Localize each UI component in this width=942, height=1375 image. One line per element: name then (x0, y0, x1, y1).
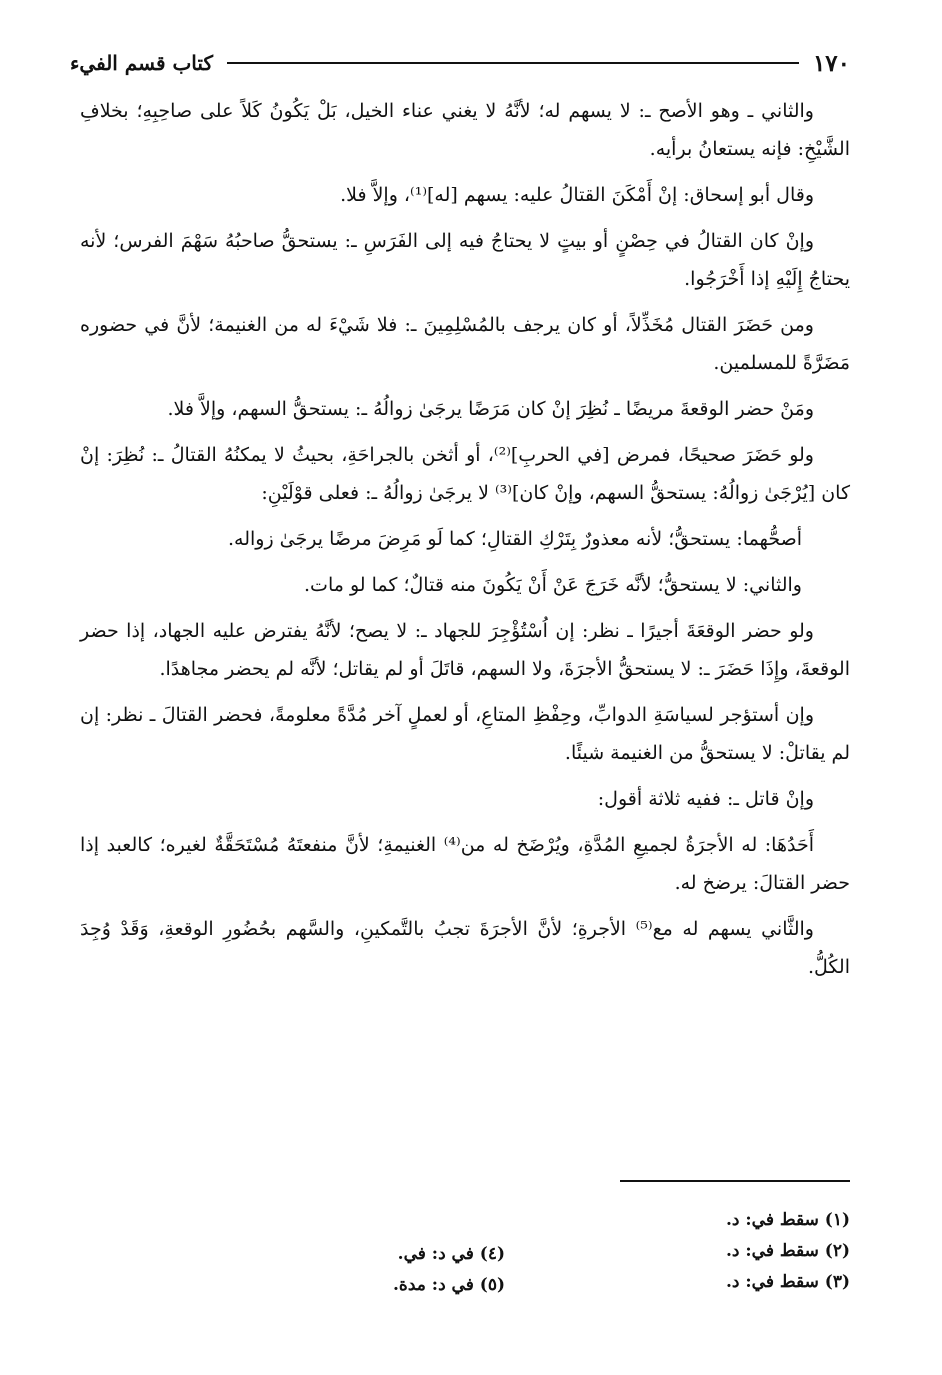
footnote: (٣) سقط في: د. (725, 1272, 850, 1292)
paragraph: وإن أستؤجر لسياسَةِ الدوابِّ، وحِفْظِ المتاعِ، أو لعملٍ آخر مُدَّةً معلومةً، فحضر القتالَ ـ نظر: إن لم يقاتلْ: لا يستحقُّ من الغنيمة شيئًا. (80, 704, 850, 764)
book-title: كتاب قسم الفيء (70, 51, 213, 75)
footnote: (٤) في د: في. (397, 1244, 505, 1264)
running-header (70, 48, 850, 78)
header-rule (227, 62, 799, 64)
page-number: ١٧٠ (812, 49, 850, 77)
paragraph: وإنْ قاتل ـ: ففيه ثلاثة أقول: (597, 788, 814, 810)
footnotes (300, 1205, 850, 1315)
paragraph: ولو حضر الوقعَةَ أجيرًا ـ نظر: إن اُسْتُؤْجِرَ للجهاد ـ: لا يصح؛ لأنَّهُ يفترض عليه الجهاد، إذا حضر الوقعةَ، وإِذَا حَضَرَ ـ: لا يستحقُّ الأجرَةَ، ولا السهم، قاتَلَ أو لم يقاتل؛ لأنَّه لم يحضر مجاهدًا. (80, 620, 850, 680)
footnotes-right-column (726, 1205, 850, 1298)
paragraph: ومَنْ حضر الوقعةَ مريضًا ـ نُظِرَ إنْ كان مَرَضًا يرجَىٰ زوالُهُ ـ: يستحقُّ السهم، وإلاَّ فلا. (167, 398, 814, 420)
paragraph: وإنْ كان القتالُ في حِصْنٍ أو بيتٍ لا يحتاجُ فيه إلى الفَرَسِ ـ: يستحقُّ صاحبُهُ سَهْمَ الفرس؛ لأنه يحتاجُ إِلَيْهِ إذا أَخْرَجُوا. (80, 230, 850, 290)
paragraph: أصحُّهما: يستحقُّ؛ لأنه معذورٌ بِتَرْكِ القتالِ؛ كما لَو مَرِضَ مرضًا يرجَىٰ زواله. (228, 528, 802, 550)
footnote: (٢) سقط في: د. (725, 1241, 850, 1261)
paragraph: وقال أبو إسحاق: إنْ أَمْكَنَ القتالُ عليه: يسهم [له]⁽¹⁾، وإلاَّ فلا. (340, 184, 814, 206)
paragraph: ومن حَضَرَ القتال مُخَذِّلاً، أو كان يرجف بالمُسْلِمِينَ ـ: فلا شَيْءَ له من الغنيمة؛ لأنَّ في حضوره مَضَرَّةً للمسلمين. (80, 314, 850, 374)
paragraph: والثاني ـ وهو الأصح ـ: لا يسهم له؛ لأنَّهُ لا يغني عناء الخيل، بَلْ يَكُونُ كَلاً على صاحِبِهِ؛ بخلافِ الشَّيْخِ: فإنه يستعانُ برأيه. (80, 100, 850, 160)
paragraph: والثاني: لا يستحقُّ؛ لأنَّه خَرَجَ عَنْ أَنْ يَكُونَ منه قتالٌ؛ كما لو مات. (304, 574, 802, 596)
footnote: (٥) في د: مدة. (393, 1275, 505, 1295)
footnotes-left-column (393, 1239, 505, 1301)
footnote: (١) سقط في: د. (725, 1210, 850, 1230)
main-text (80, 92, 850, 994)
paragraph: ولو حَضَرَ صحيحًا، فمرض [في الحربِ]⁽²⁾، أو أثخن بالجراحَةِ، بحيثُ لا يمكنُهُ القتالُ ـ: نُظِرَ: إنْ كان [يُرْجَىٰ زوالُهُ: يستحقُّ السهم، وإنْ كان]⁽³⁾ لا يرجَىٰ زوالُهُ ـ: فعلى قوْلَيْنِ: (80, 444, 850, 504)
paragraph: أَحَدُهَا: له الأجرَةُ لجميعِ المُدَّةِ، ويُرْضَخ له من⁽⁴⁾ الغنيمةِ؛ لأنَّ منفعتَهُ مُسْتَحَقَّةٌ لغيره؛ كالعبد إذا حضر القتالَ: يرضخ له. (80, 834, 850, 894)
footnote-separator (620, 1180, 850, 1182)
paragraph: والثَّاني يسهم له مع⁽⁵⁾ الأجرةِ؛ لأنَّ الأجرَةَ تجبُ بالتَّمكينِ، والسَّهم بحُضُورِ الوقعةِ، وَقَدْ وُجِدَ الكُلُّ. (80, 918, 850, 978)
